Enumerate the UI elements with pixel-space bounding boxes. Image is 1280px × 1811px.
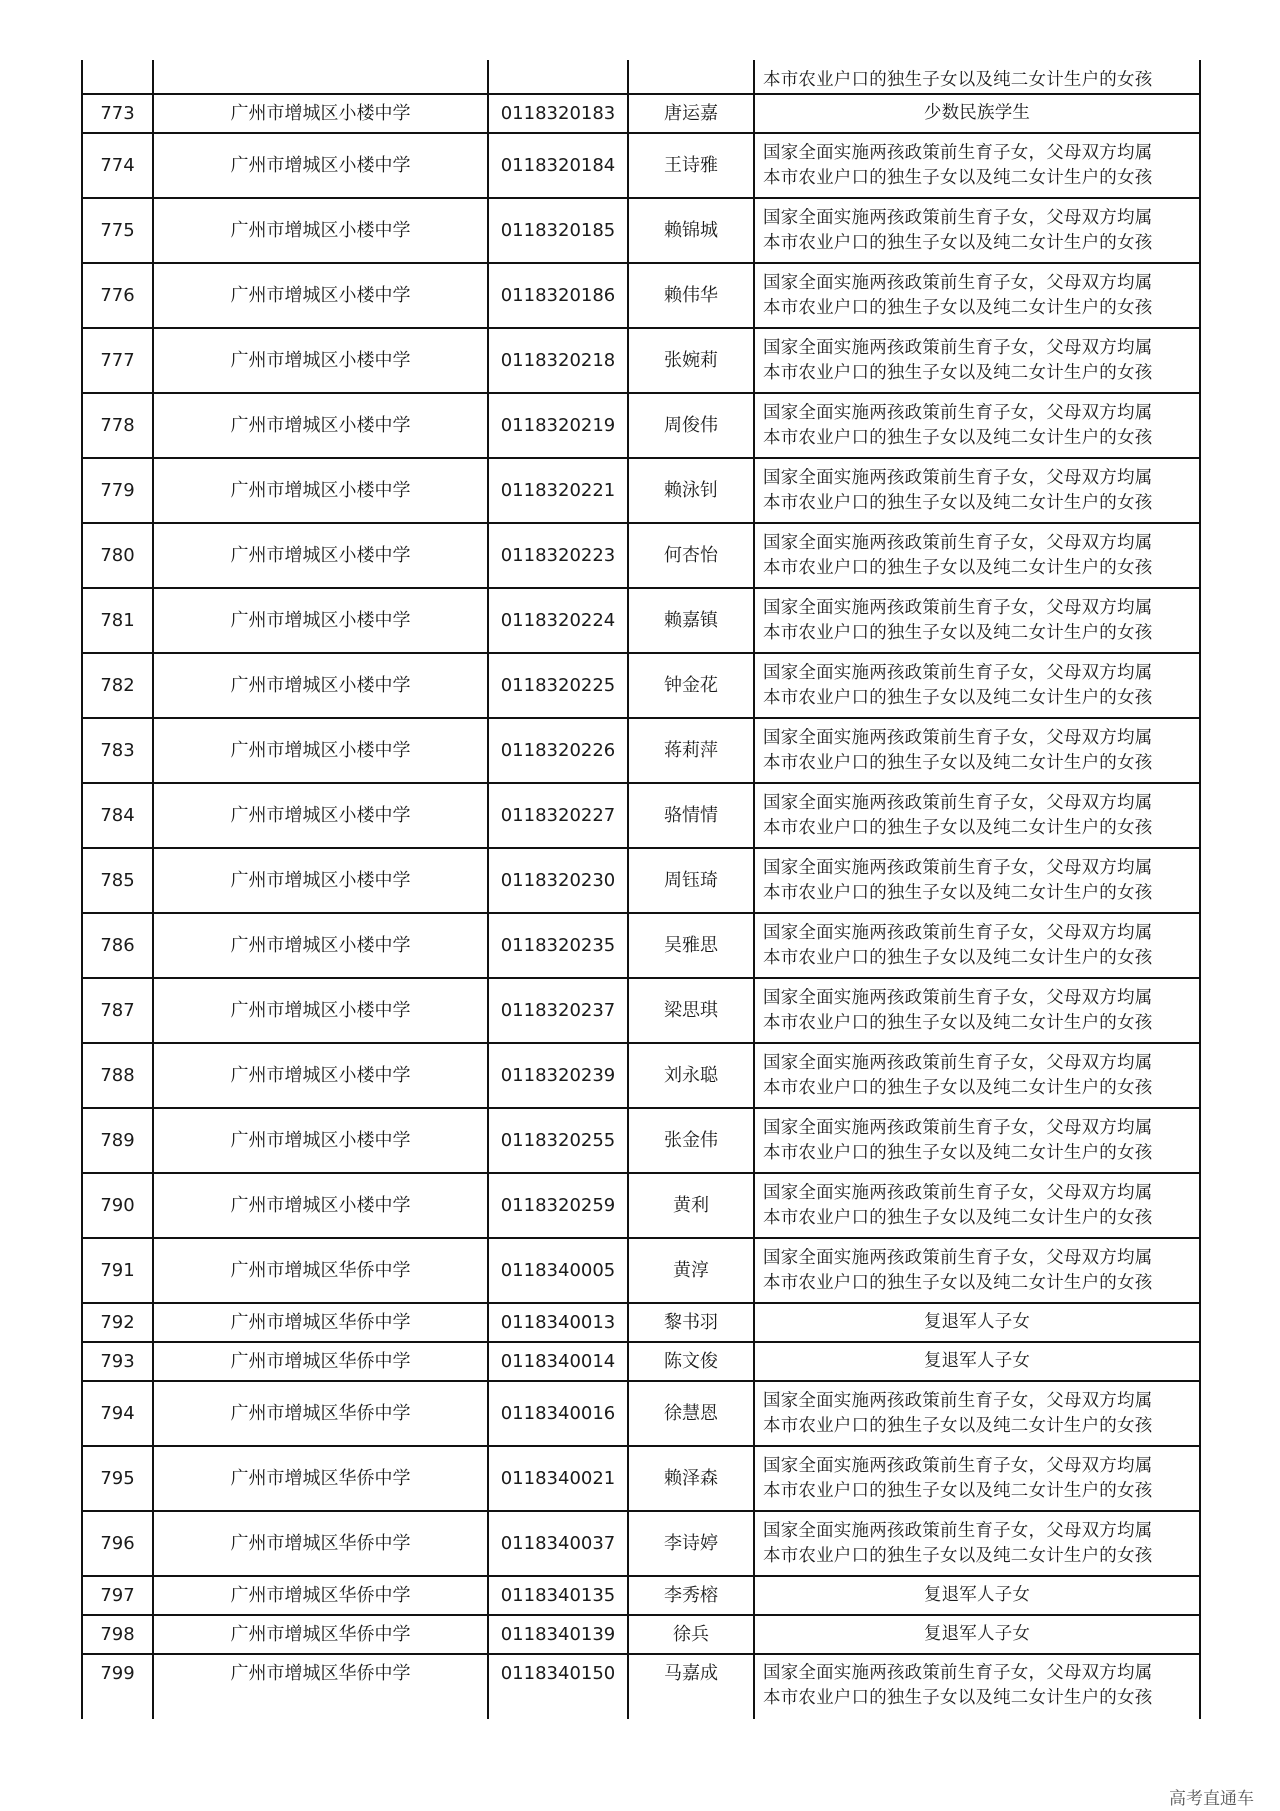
cell-id: 0118320186 bbox=[488, 263, 628, 328]
table-row bbox=[82, 133, 1200, 198]
table-row bbox=[82, 1615, 1200, 1654]
note-line-1: 国家全面实施两孩政策前生育子女，父母双方均属 bbox=[763, 987, 1153, 1008]
cell-school: 广州市增城区小楼中学 bbox=[153, 783, 488, 848]
note-line-2: 本市农业户口的独生子女以及纯二女计生户的女孩 bbox=[763, 492, 1153, 513]
table-row bbox=[82, 1654, 1200, 1719]
note-line-1: 国家全面实施两孩政策前生育子女，父母双方均属 bbox=[763, 727, 1153, 748]
note-line-1: 国家全面实施两孩政策前生育子女，父母双方均属 bbox=[763, 597, 1153, 618]
cell-name: 唐运嘉 bbox=[628, 94, 754, 133]
cell-no: 798 bbox=[82, 1615, 153, 1654]
cell-id: 0118320225 bbox=[488, 653, 628, 718]
cell-note bbox=[754, 1173, 1200, 1238]
note-line-2: 本市农业户口的独生子女以及纯二女计生户的女孩 bbox=[763, 817, 1153, 838]
cell-note bbox=[754, 523, 1200, 588]
table-row bbox=[82, 94, 1200, 133]
table-row bbox=[82, 1173, 1200, 1238]
table-row bbox=[82, 1238, 1200, 1303]
cell-note bbox=[754, 653, 1200, 718]
table-row bbox=[82, 1381, 1200, 1446]
cell-school: 广州市增城区华侨中学 bbox=[153, 1446, 488, 1511]
note-line-1: 国家全面实施两孩政策前生育子女，父母双方均属 bbox=[763, 272, 1153, 293]
cell-note: 复退军人子女 bbox=[754, 1576, 1200, 1615]
cell-note: 复退军人子女 bbox=[754, 1615, 1200, 1654]
table-row bbox=[82, 1446, 1200, 1511]
note-line-1: 国家全面实施两孩政策前生育子女，父母双方均属 bbox=[763, 207, 1153, 228]
table-row-partial bbox=[82, 60, 1200, 94]
note-line-1: 国家全面实施两孩政策前生育子女，父母双方均属 bbox=[763, 662, 1153, 683]
cell-school: 广州市增城区华侨中学 bbox=[153, 1654, 488, 1719]
cell-no: 783 bbox=[82, 718, 153, 783]
cell-name: 赖锦城 bbox=[628, 198, 754, 263]
cell-note bbox=[754, 978, 1200, 1043]
table-row bbox=[82, 848, 1200, 913]
cell-id: 0118320259 bbox=[488, 1173, 628, 1238]
table-row bbox=[82, 523, 1200, 588]
cell-name: 张婉莉 bbox=[628, 328, 754, 393]
cell-no: 797 bbox=[82, 1576, 153, 1615]
cell-name: 吴雅思 bbox=[628, 913, 754, 978]
cell-school: 广州市增城区小楼中学 bbox=[153, 198, 488, 263]
cell-no: 780 bbox=[82, 523, 153, 588]
cell-name: 刘永聪 bbox=[628, 1043, 754, 1108]
cell-id: 0118320227 bbox=[488, 783, 628, 848]
cell-no: 791 bbox=[82, 1238, 153, 1303]
cell-no: 788 bbox=[82, 1043, 153, 1108]
cell-no: 774 bbox=[82, 133, 153, 198]
cell-id: 0118320224 bbox=[488, 588, 628, 653]
cell-name: 陈文俊 bbox=[628, 1342, 754, 1381]
cell-name: 黄利 bbox=[628, 1173, 754, 1238]
cell-note bbox=[754, 848, 1200, 913]
note-line-2: 本市农业户口的独生子女以及纯二女计生户的女孩 bbox=[763, 167, 1153, 188]
cell-id: 0118320230 bbox=[488, 848, 628, 913]
cell-note: 本市农业户口的独生子女以及纯二女计生户的女孩 bbox=[754, 60, 1200, 94]
table-row bbox=[82, 978, 1200, 1043]
note-line-2: 本市农业户口的独生子女以及纯二女计生户的女孩 bbox=[763, 1142, 1153, 1163]
cell-school: 广州市增城区小楼中学 bbox=[153, 328, 488, 393]
cell-note bbox=[754, 1043, 1200, 1108]
cell-name: 黄淳 bbox=[628, 1238, 754, 1303]
cell-no: 779 bbox=[82, 458, 153, 523]
cell-name: 赖伟华 bbox=[628, 263, 754, 328]
table-row bbox=[82, 263, 1200, 328]
cell-name: 何杏怡 bbox=[628, 523, 754, 588]
cell-note bbox=[754, 393, 1200, 458]
cell-school: 广州市增城区华侨中学 bbox=[153, 1615, 488, 1654]
cell-no: 790 bbox=[82, 1173, 153, 1238]
cell-school: 广州市增城区小楼中学 bbox=[153, 1108, 488, 1173]
cell-school: 广州市增城区小楼中学 bbox=[153, 393, 488, 458]
cell-id: 0118340150 bbox=[488, 1654, 628, 1719]
note-line-2: 本市农业户口的独生子女以及纯二女计生户的女孩 bbox=[763, 947, 1153, 968]
cell-id: 0118320184 bbox=[488, 133, 628, 198]
note-line-2: 本市农业户口的独生子女以及纯二女计生户的女孩 bbox=[763, 882, 1153, 903]
cell-name: 周钰琦 bbox=[628, 848, 754, 913]
note-line-1: 国家全面实施两孩政策前生育子女，父母双方均属 bbox=[763, 1520, 1153, 1541]
cell-school: 广州市增城区小楼中学 bbox=[153, 133, 488, 198]
cell-school: 广州市增城区小楼中学 bbox=[153, 94, 488, 133]
note-line-2: 本市农业户口的独生子女以及纯二女计生户的女孩 bbox=[763, 1207, 1153, 1228]
cell-id: 0118320185 bbox=[488, 198, 628, 263]
note-line-2: 本市农业户口的独生子女以及纯二女计生户的女孩 bbox=[763, 557, 1153, 578]
table-row bbox=[82, 458, 1200, 523]
cell-school: 广州市增城区小楼中学 bbox=[153, 588, 488, 653]
note-line-1: 国家全面实施两孩政策前生育子女，父母双方均属 bbox=[763, 402, 1153, 423]
cell-note bbox=[754, 133, 1200, 198]
cell-no: 794 bbox=[82, 1381, 153, 1446]
cell-id bbox=[488, 60, 628, 94]
cell-no: 781 bbox=[82, 588, 153, 653]
cell-note: 复退军人子女 bbox=[754, 1342, 1200, 1381]
cell-id: 0118320219 bbox=[488, 393, 628, 458]
cell-name: 马嘉成 bbox=[628, 1654, 754, 1719]
note-line-1: 国家全面实施两孩政策前生育子女，父母双方均属 bbox=[763, 792, 1153, 813]
cell-note bbox=[754, 1511, 1200, 1576]
cell-note bbox=[754, 1381, 1200, 1446]
cell-school: 广州市增城区华侨中学 bbox=[153, 1576, 488, 1615]
table-row bbox=[82, 783, 1200, 848]
cell-name: 徐兵 bbox=[628, 1615, 754, 1654]
cell-school bbox=[153, 60, 488, 94]
note-line-1: 国家全面实施两孩政策前生育子女，父母双方均属 bbox=[763, 1182, 1153, 1203]
cell-name: 钟金花 bbox=[628, 653, 754, 718]
cell-school: 广州市增城区小楼中学 bbox=[153, 523, 488, 588]
cell-id: 0118320218 bbox=[488, 328, 628, 393]
cell-note bbox=[754, 718, 1200, 783]
cell-no: 793 bbox=[82, 1342, 153, 1381]
cell-note bbox=[754, 783, 1200, 848]
cell-name: 赖泽森 bbox=[628, 1446, 754, 1511]
table-row bbox=[82, 198, 1200, 263]
cell-school: 广州市增城区小楼中学 bbox=[153, 1173, 488, 1238]
cell-name bbox=[628, 60, 754, 94]
note-line-1: 国家全面实施两孩政策前生育子女，父母双方均属 bbox=[763, 1247, 1153, 1268]
cell-no: 777 bbox=[82, 328, 153, 393]
table-row bbox=[82, 718, 1200, 783]
cell-id: 0118320226 bbox=[488, 718, 628, 783]
note-line-1: 国家全面实施两孩政策前生育子女，父母双方均属 bbox=[763, 1455, 1153, 1476]
cell-note bbox=[754, 913, 1200, 978]
note-line-1: 国家全面实施两孩政策前生育子女，父母双方均属 bbox=[763, 1117, 1153, 1138]
cell-id: 0118320239 bbox=[488, 1043, 628, 1108]
cell-id: 0118340013 bbox=[488, 1303, 628, 1342]
table-row bbox=[82, 1576, 1200, 1615]
table-row bbox=[82, 1108, 1200, 1173]
cell-school: 广州市增城区小楼中学 bbox=[153, 458, 488, 523]
cell-note bbox=[754, 328, 1200, 393]
cell-name: 梁思琪 bbox=[628, 978, 754, 1043]
cell-id: 0118320221 bbox=[488, 458, 628, 523]
cell-name: 赖嘉镇 bbox=[628, 588, 754, 653]
cell-school: 广州市增城区华侨中学 bbox=[153, 1238, 488, 1303]
cell-id: 0118340016 bbox=[488, 1381, 628, 1446]
note-line-2: 本市农业户口的独生子女以及纯二女计生户的女孩 bbox=[763, 232, 1153, 253]
table-row bbox=[82, 653, 1200, 718]
note-line-2: 本市农业户口的独生子女以及纯二女计生户的女孩 bbox=[763, 687, 1153, 708]
cell-school: 广州市增城区小楼中学 bbox=[153, 653, 488, 718]
table-row bbox=[82, 588, 1200, 653]
cell-no bbox=[82, 60, 153, 94]
cell-id: 0118320235 bbox=[488, 913, 628, 978]
table-row bbox=[82, 1043, 1200, 1108]
cell-id: 0118320183 bbox=[488, 94, 628, 133]
cell-no: 787 bbox=[82, 978, 153, 1043]
cell-no: 782 bbox=[82, 653, 153, 718]
note-line-2: 本市农业户口的独生子女以及纯二女计生户的女孩 bbox=[763, 427, 1153, 448]
note-line-2: 本市农业户口的独生子女以及纯二女计生户的女孩 bbox=[763, 297, 1153, 318]
table-row bbox=[82, 393, 1200, 458]
cell-note bbox=[754, 588, 1200, 653]
cell-school: 广州市增城区小楼中学 bbox=[153, 718, 488, 783]
note-line-1: 国家全面实施两孩政策前生育子女，父母双方均属 bbox=[763, 1390, 1153, 1411]
cell-id: 0118340014 bbox=[488, 1342, 628, 1381]
cell-school: 广州市增城区小楼中学 bbox=[153, 1043, 488, 1108]
cell-school: 广州市增城区小楼中学 bbox=[153, 848, 488, 913]
table-row bbox=[82, 1303, 1200, 1342]
note-line-2: 本市农业户口的独生子女以及纯二女计生户的女孩 bbox=[763, 622, 1153, 643]
cell-name: 李诗婷 bbox=[628, 1511, 754, 1576]
cell-id: 0118340135 bbox=[488, 1576, 628, 1615]
cell-id: 0118340021 bbox=[488, 1446, 628, 1511]
cell-note: 复退军人子女 bbox=[754, 1303, 1200, 1342]
note-line-1: 国家全面实施两孩政策前生育子女，父母双方均属 bbox=[763, 467, 1153, 488]
cell-school: 广州市增城区小楼中学 bbox=[153, 913, 488, 978]
note-line-2: 本市农业户口的独生子女以及纯二女计生户的女孩 bbox=[763, 1077, 1153, 1098]
cell-name: 蒋莉萍 bbox=[628, 718, 754, 783]
cell-note bbox=[754, 263, 1200, 328]
cell-id: 0118340005 bbox=[488, 1238, 628, 1303]
cell-note bbox=[754, 1238, 1200, 1303]
note-line-1: 国家全面实施两孩政策前生育子女，父母双方均属 bbox=[763, 1663, 1153, 1683]
note-line-2: 本市农业户口的独生子女以及纯二女计生户的女孩 bbox=[763, 1415, 1153, 1436]
cell-name: 骆情情 bbox=[628, 783, 754, 848]
note-line-2: 本市农业户口的独生子女以及纯二女计生户的女孩 bbox=[763, 1545, 1153, 1566]
cell-no: 775 bbox=[82, 198, 153, 263]
cell-note bbox=[754, 1654, 1200, 1719]
cell-no: 799 bbox=[82, 1654, 153, 1719]
cell-no: 773 bbox=[82, 94, 153, 133]
note-line-2: 本市农业户口的独生子女以及纯二女计生户的女孩 bbox=[763, 1012, 1153, 1033]
cell-no: 796 bbox=[82, 1511, 153, 1576]
note-line-2: 本市农业户口的独生子女以及纯二女计生户的女孩 bbox=[763, 1480, 1153, 1501]
cell-note bbox=[754, 1446, 1200, 1511]
cell-name: 李秀榕 bbox=[628, 1576, 754, 1615]
note-line-2: 本市农业户口的独生子女以及纯二女计生户的女孩 bbox=[763, 752, 1153, 773]
note-line-1: 国家全面实施两孩政策前生育子女，父母双方均属 bbox=[763, 1052, 1153, 1073]
cell-no: 786 bbox=[82, 913, 153, 978]
cell-school: 广州市增城区小楼中学 bbox=[153, 978, 488, 1043]
note-line-1: 国家全面实施两孩政策前生育子女，父母双方均属 bbox=[763, 532, 1153, 553]
note-line-1: 国家全面实施两孩政策前生育子女，父母双方均属 bbox=[763, 922, 1153, 943]
cell-no: 789 bbox=[82, 1108, 153, 1173]
cell-no: 795 bbox=[82, 1446, 153, 1511]
note-line-2: 本市农业户口的独生子女以及纯二女计生户的女孩 bbox=[763, 362, 1153, 383]
cell-id: 0118340139 bbox=[488, 1615, 628, 1654]
cell-name: 王诗雅 bbox=[628, 133, 754, 198]
table-row bbox=[82, 1342, 1200, 1381]
cell-school: 广州市增城区华侨中学 bbox=[153, 1511, 488, 1576]
cell-note bbox=[754, 458, 1200, 523]
cell-note bbox=[754, 198, 1200, 263]
cell-school: 广州市增城区华侨中学 bbox=[153, 1303, 488, 1342]
cell-name: 张金伟 bbox=[628, 1108, 754, 1173]
table-row bbox=[82, 913, 1200, 978]
note-line-1: 国家全面实施两孩政策前生育子女，父母双方均属 bbox=[763, 142, 1153, 163]
cell-no: 778 bbox=[82, 393, 153, 458]
cell-no: 792 bbox=[82, 1303, 153, 1342]
cell-note: 少数民族学生 bbox=[754, 94, 1200, 133]
cell-school: 广州市增城区华侨中学 bbox=[153, 1342, 488, 1381]
cell-no: 784 bbox=[82, 783, 153, 848]
note-line-2: 本市农业户口的独生子女以及纯二女计生户的女孩 bbox=[763, 1688, 1153, 1708]
cell-name: 黎书羽 bbox=[628, 1303, 754, 1342]
cell-name: 周俊伟 bbox=[628, 393, 754, 458]
table-row bbox=[82, 328, 1200, 393]
cell-school: 广州市增城区小楼中学 bbox=[153, 263, 488, 328]
cell-id: 0118320237 bbox=[488, 978, 628, 1043]
watermark: 高考直通车 bbox=[1169, 1789, 1254, 1809]
cell-id: 0118320255 bbox=[488, 1108, 628, 1173]
note-line-1: 国家全面实施两孩政策前生育子女，父母双方均属 bbox=[763, 337, 1153, 358]
cell-id: 0118320223 bbox=[488, 523, 628, 588]
note-line-1: 国家全面实施两孩政策前生育子女，父母双方均属 bbox=[763, 857, 1153, 878]
cell-no: 785 bbox=[82, 848, 153, 913]
note-line-2: 本市农业户口的独生子女以及纯二女计生户的女孩 bbox=[763, 1272, 1153, 1293]
table-row bbox=[82, 1511, 1200, 1576]
cell-note bbox=[754, 1108, 1200, 1173]
cell-school: 广州市增城区华侨中学 bbox=[153, 1381, 488, 1446]
cell-no: 776 bbox=[82, 263, 153, 328]
cell-name: 赖泳钊 bbox=[628, 458, 754, 523]
cell-id: 0118340037 bbox=[488, 1511, 628, 1576]
cell-name: 徐慧恩 bbox=[628, 1381, 754, 1446]
student-list-table bbox=[81, 60, 1201, 1719]
